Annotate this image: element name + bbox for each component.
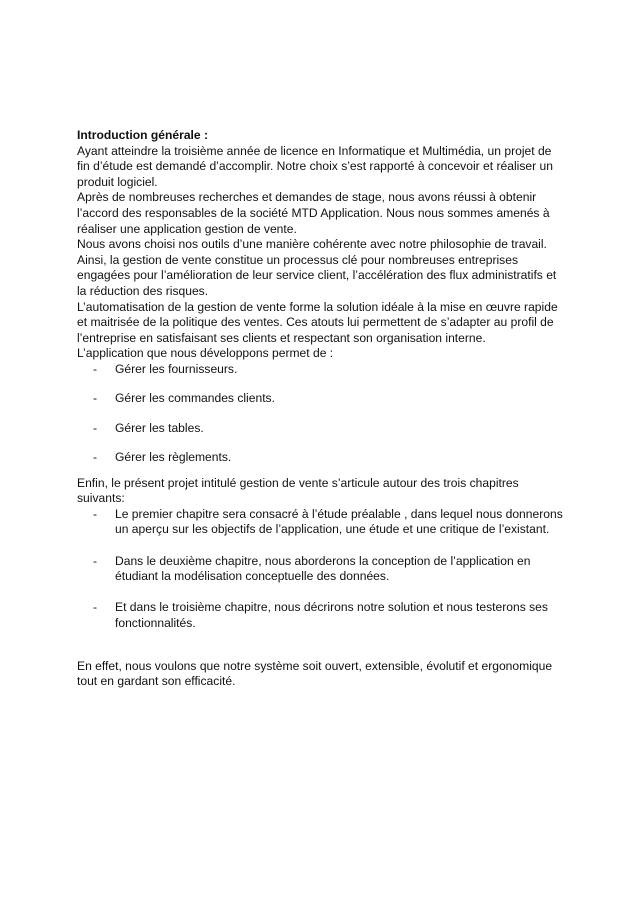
list-item <box>77 421 567 437</box>
paragraph-intro-1: Ayant atteindre la troisième année de licence en Informatique et Multimédia, un projet de fin d’étude est demandé d’accomplir. Notre choix s’est rapporté à concevoir et réaliser un produit logiciel. <box>77 143 553 189</box>
list-item <box>77 391 567 407</box>
paragraph-intro-3: Nous avons choisi nos outils d’une manière cohérente avec notre philosophie de travail. <box>77 237 547 252</box>
paragraph-intro-5: L’automatisation de la gestion de vente forme la solution idéale à la mise en œuvre rapide et maitrisée de la politique des ventes. Ces atouts lui permettent de s’adapter au profil de l’entreprise en satisfaisant ses clients et respectant son organisation interne. <box>77 299 558 345</box>
dash-bullet: - <box>93 506 98 521</box>
list-item <box>77 362 567 378</box>
document-body <box>77 128 567 690</box>
dash-bullet: - <box>93 600 98 615</box>
list-item <box>77 554 567 585</box>
features-list <box>77 362 567 466</box>
list-item-text: Dans le deuxième chapitre, nous aborderons la conception de l’application en étudiant la modélisation conceptuelle des données. <box>115 553 531 584</box>
section-heading: Introduction générale : <box>77 128 209 142</box>
dash-bullet: - <box>93 361 98 376</box>
list-item <box>77 600 567 631</box>
list-item-text: Gérer les règlements. <box>115 450 232 465</box>
list-item-text: Et dans le troisième chapitre, nous décrirons notre solution et nous testerons ses fonctionnalités. <box>115 600 548 631</box>
dash-bullet: - <box>93 420 98 435</box>
paragraph-intro-6: L’application que nous développons permet de : <box>77 346 334 361</box>
list-item-text: Gérer les fournisseurs. <box>115 361 238 376</box>
paragraph-chapters: Enfin, le présent projet intitulé gestion de vente s’articule autour des trois chapitres suivants: <box>77 475 519 506</box>
dash-bullet: - <box>93 450 98 465</box>
dash-bullet: - <box>93 553 98 568</box>
paragraph-intro-4: Ainsi, la gestion de vente constitue un processus clé pour nombreuses entreprises engagées pour l’amélioration de leur service client, l’accélération des flux administratifs et la réduction des risques. <box>77 252 557 298</box>
list-item <box>77 507 567 538</box>
paragraph-intro-2: Après de nombreuses recherches et demandes de stage, nous avons réussi à obtenir l’accord des responsables de la société MTD Application. Nous nous sommes amenés à réaliser une application gestion de vente. <box>77 190 550 236</box>
list-item-text: Gérer les tables. <box>115 420 204 435</box>
paragraph-closing: En effet, nous voulons que notre système soit ouvert, extensible, évolutif et ergonomique tout en gardant son efficacité. <box>77 658 553 689</box>
list-item-text: Gérer les commandes clients. <box>115 391 275 406</box>
chapters-list <box>77 507 567 632</box>
list-item-text: Le premier chapitre sera consacré à l’étude préalable , dans lequel nous donnerons un aperçu sur les objectifs de l’application, une étude et une critique de l’existant. <box>115 506 563 537</box>
dash-bullet: - <box>93 391 98 406</box>
list-item <box>77 450 567 466</box>
